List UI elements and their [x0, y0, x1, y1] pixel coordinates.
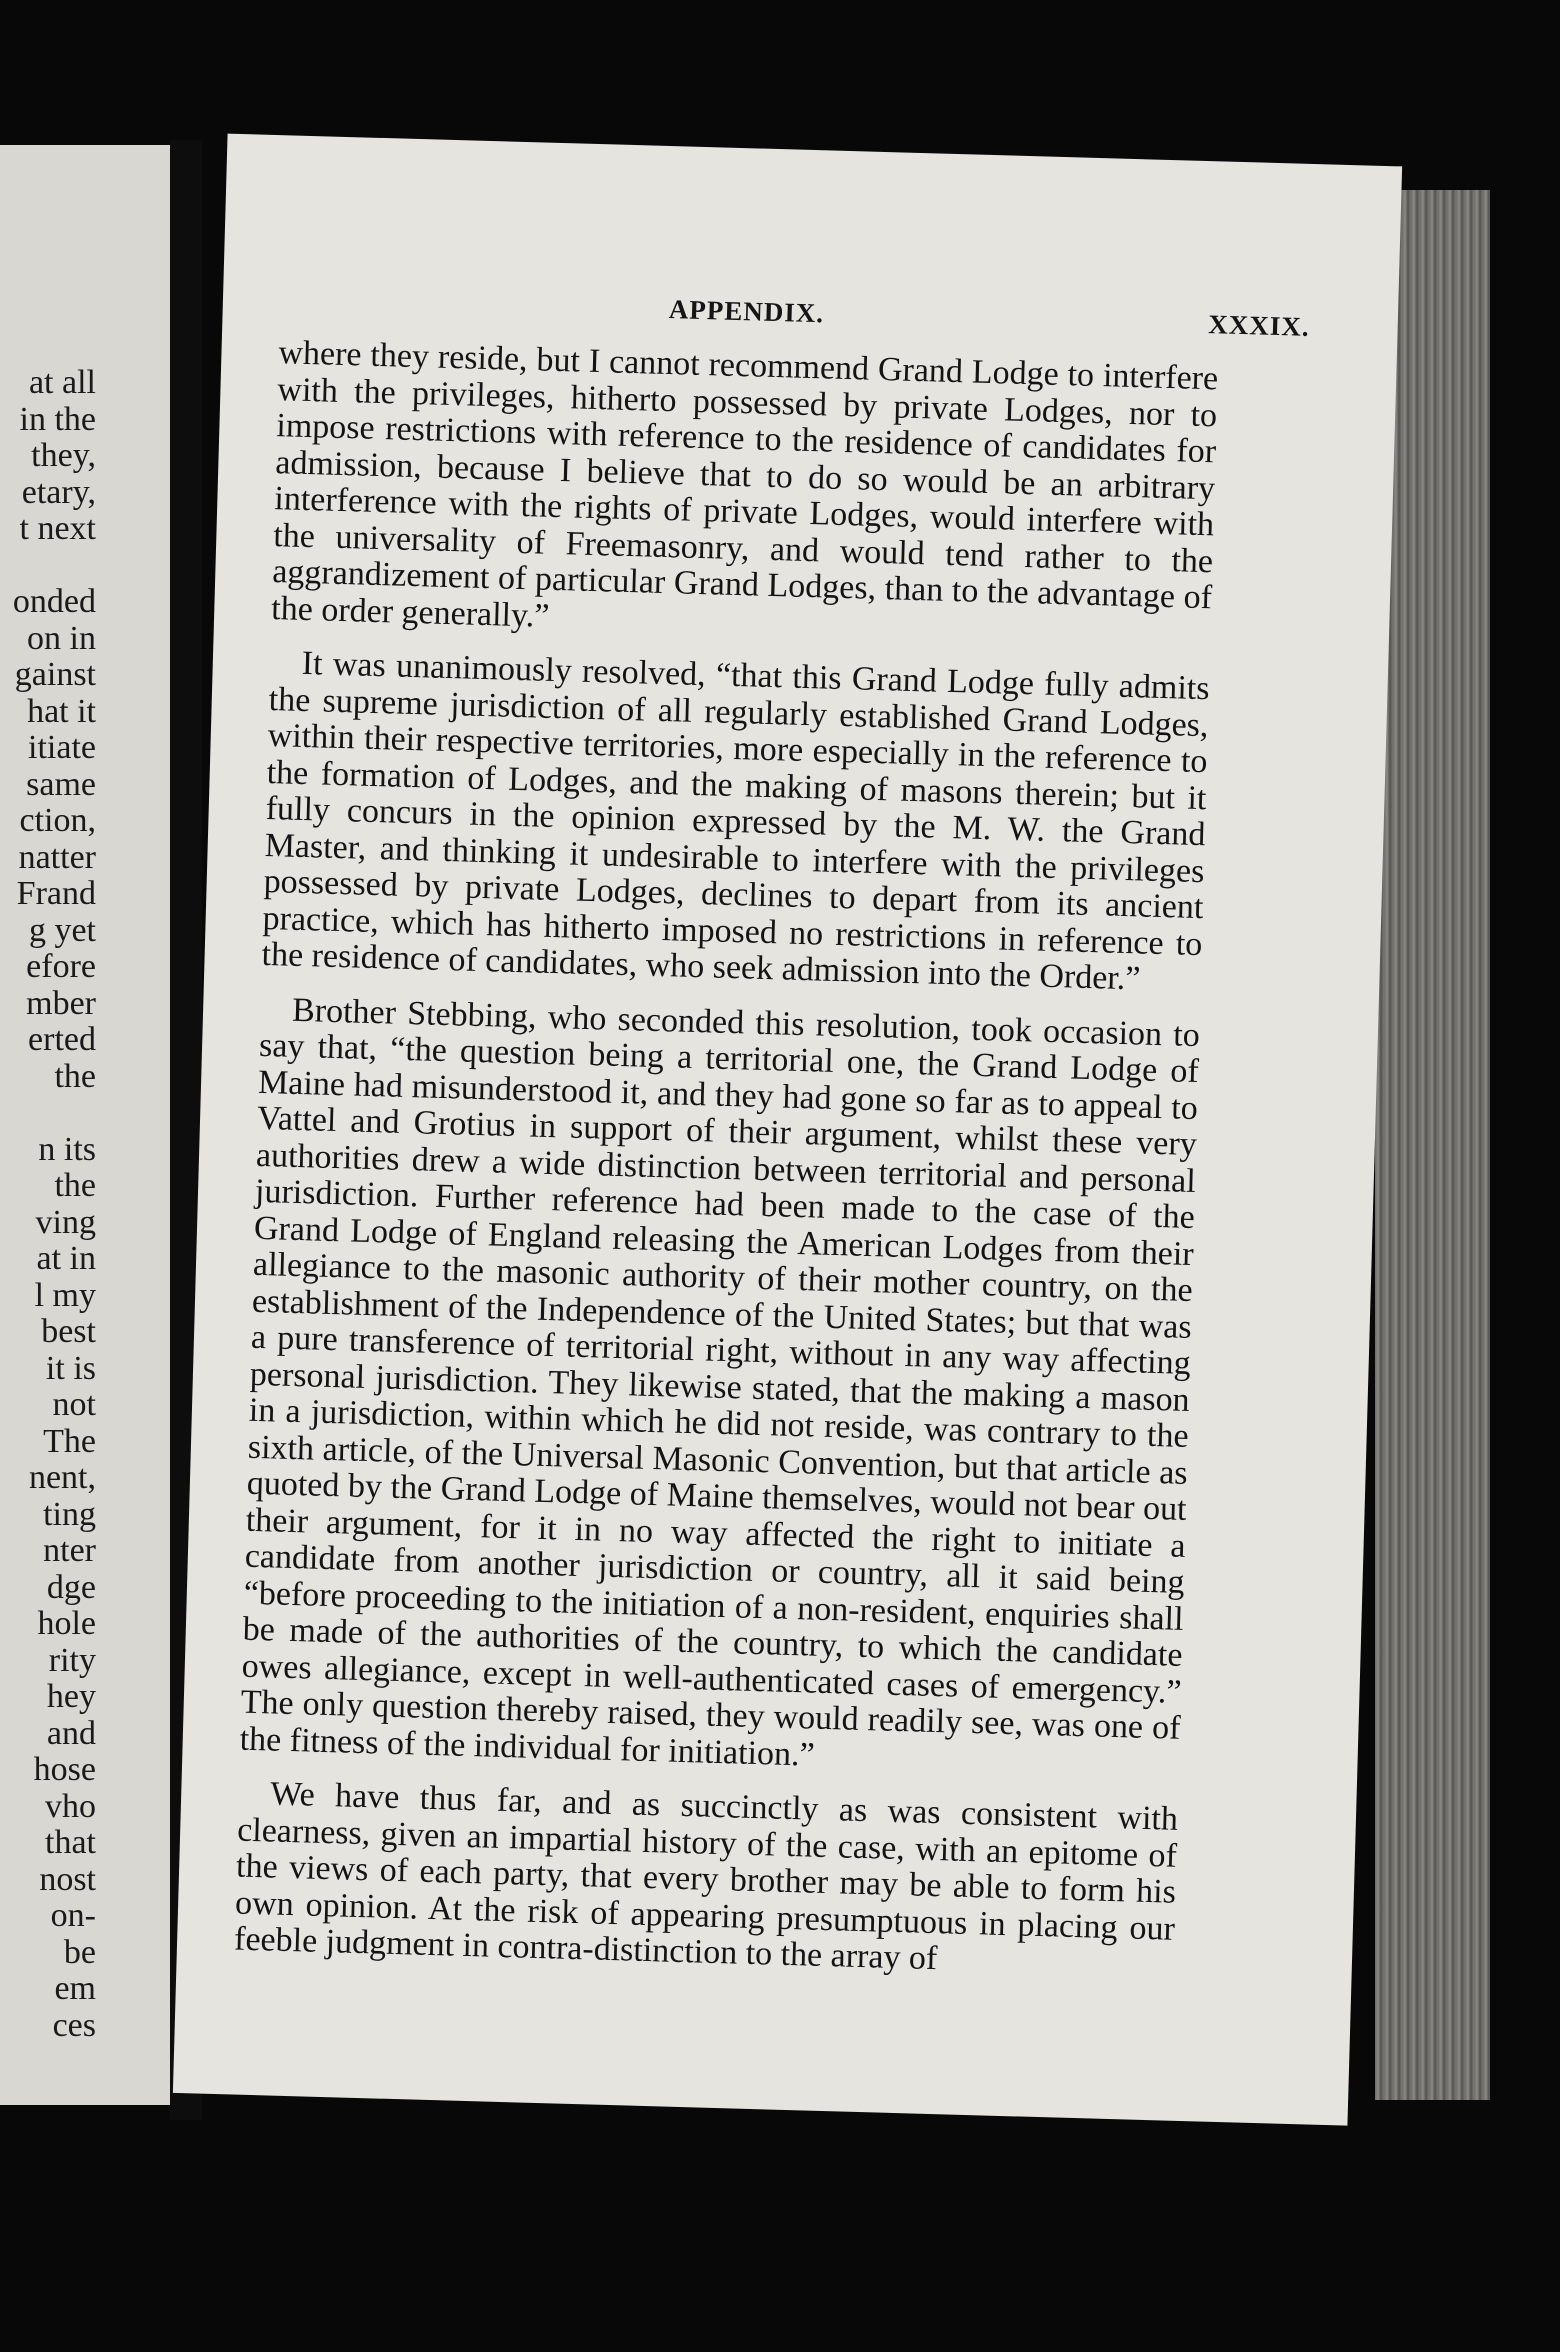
- facing-page-line: hey: [46, 1678, 96, 1715]
- page-number: XXXIX.: [1207, 309, 1311, 342]
- running-head-title: APPENDIX.: [668, 294, 825, 329]
- facing-page-line: ces: [52, 2006, 96, 2044]
- facing-page-line: Frand: [16, 875, 96, 912]
- facing-page-line: the: [54, 1167, 96, 1204]
- facing-page-line: hat it: [27, 692, 96, 730]
- facing-page-line: be: [63, 1933, 96, 1971]
- facing-page-line: hole: [37, 1605, 96, 1642]
- paragraph-4: We have thus far, and as succinctly as was consistent with clearness, given an impartial history of the case, with an epitome of the views of each party, that every brother may be able to form his own opinion. At the risk of appearing presumptuous in placing our feeble judgment in contra-distinction to the array of: [233, 1775, 1179, 1978]
- facing-page-line: ting: [43, 1495, 96, 1533]
- facing-page-line: nter: [43, 1532, 96, 1569]
- facing-page-line: in the: [19, 400, 96, 438]
- facing-page-line: g yet: [28, 911, 96, 949]
- facing-page-line: em: [54, 1970, 96, 2007]
- facing-page-line: [0, 1095, 96, 1132]
- facing-page-line: and: [46, 1714, 96, 1752]
- facing-page-line: best: [41, 1313, 96, 1350]
- facing-page-line: erted: [28, 1021, 96, 1058]
- facing-page-line: on-: [50, 1897, 96, 1934]
- facing-page-line: rity: [48, 1641, 96, 1679]
- facing-page-line: at in: [36, 1240, 96, 1277]
- facing-page-line: natter: [18, 838, 96, 876]
- facing-page-line: n its: [38, 1130, 96, 1168]
- facing-page-line: l my: [34, 1276, 96, 1314]
- facing-page-line: The: [43, 1422, 96, 1460]
- facing-page-line: onded: [12, 583, 96, 620]
- facing-page-line: that: [45, 1824, 96, 1861]
- facing-page-text: [0, 365, 96, 2044]
- running-head: [223, 282, 1398, 342]
- facing-page-line: same: [26, 765, 96, 803]
- facing-page-line: efore: [26, 948, 96, 985]
- facing-page-line: not: [52, 1386, 96, 1423]
- facing-page-fragment: [0, 145, 170, 2105]
- facing-page-line: vho: [45, 1787, 96, 1825]
- facing-page-line: nost: [39, 1860, 96, 1898]
- facing-page-line: it is: [45, 1349, 96, 1387]
- facing-page-line: the: [54, 1057, 96, 1095]
- facing-page-line: t next: [19, 510, 96, 547]
- paragraph-1: where they reside, but I cannot recommend Grand Lodge to interfere with the privileges, hitherto possessed by private Lodges, nor to impose restrictions with reference to the residence of candidates for admission, because I believe that to do so would be an arbitrary interference with the rights of private Lodges, would interfere with the universality of Freemasonry, and would tend rather to the aggrandizement of particular Grand Lodges, than to the advantage of the order generally.”: [270, 334, 1219, 635]
- body-text: [233, 335, 1218, 2002]
- book-page: [173, 134, 1402, 2126]
- facing-page-line: nent,: [28, 1459, 96, 1496]
- facing-page-line: etary,: [21, 473, 96, 511]
- facing-page-line: they,: [31, 437, 96, 474]
- facing-page-line: gainst: [14, 656, 96, 693]
- facing-page-line: dge: [46, 1568, 96, 1606]
- facing-page-line: ction,: [19, 802, 96, 839]
- paragraph-2: It was unanimously resolved, “that this Grand Lodge fully admits the supreme jurisdiction of all regularly established Grand Lodges, within their respective territories, more especially in the reference to the formation of Lodges, and the making of masons therein; but it fully concurs in the opinion expressed by the M. W. the Grand Master, and thinking it undesirable to interfere with the privileges possessed by private Lodges, declines to depart from its ancient practice, which has hitherto imposed no restrictions in reference to the residence of candidates, who seek admission into the Order.”: [261, 644, 1210, 998]
- facing-page-line: mber: [26, 984, 96, 1022]
- facing-page-line: ving: [35, 1203, 96, 1241]
- facing-page-line: on in: [27, 619, 96, 657]
- facing-page-line: at all: [28, 364, 96, 401]
- paragraph-3: Brother Stebbing, who seconded this resolution, took occasion to say that, “the question being a territorial one, the Grand Lodge of Maine had misunderstood it, and they had gone so far as to appeal to Vattel and Grotius in support of their argument, whilst these very authorities drew a wide distinction between territorial and personal jurisdiction. Further reference had been made to the case of the Grand Lodge of England releasing the American Lodges from their allegiance to the masonic authority of their mother country, on the establishment of the Independence of the United States; but that was a pure transference of territorial right, without in any way affecting personal jurisdiction. They likewise stated, that the making a mason in a jurisdiction, within which he did not reside, was contrary to the sixth article, of the Universal Masonic Convention, but that article as quoted by the Grand Lodge of Maine themselves, would not bear out their argument, for it in no way affected the right to initiate a candidate from another jurisdiction or country, all it said being “before proceeding to the initiation of a non-resident, enquiries shall be made of the authorities of the country, to which the candidate owes allegiance, except in well-authenticated cases of emergency.” The only question thereby raised, they would readily see, was one of the fitness of the individual for initiation.”: [239, 991, 1201, 1774]
- facing-page-line: [0, 548, 96, 585]
- facing-page-line: hose: [33, 1751, 96, 1788]
- facing-page-line: itiate: [28, 729, 96, 766]
